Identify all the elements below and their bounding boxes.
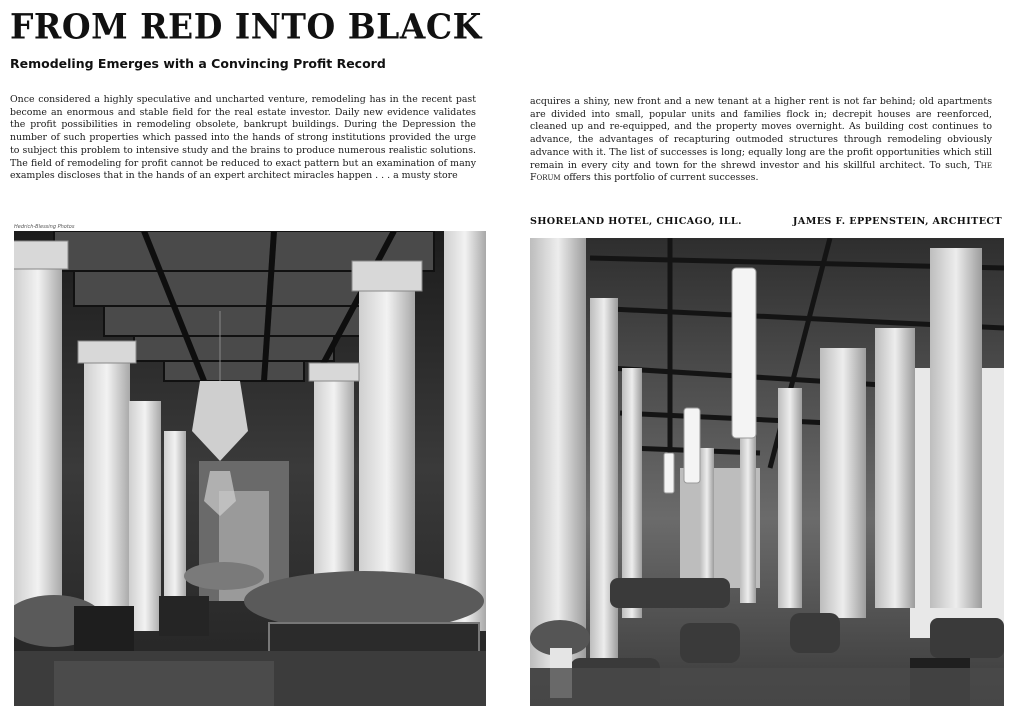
photo-after-lobby xyxy=(530,238,1004,706)
article-body-right xyxy=(530,96,992,185)
photo-before-lobby xyxy=(14,231,486,706)
article-body-left: Once considered a highly speculative and uncharted venture, remodeling has in the recent past become an enormous and stable field for the real estate investor. Daily new evidence validates the profit possibilities in remodeling obsolete, bankrupt buildings. During the Depression the number of such properties which passed into the hands of strong institutions provided the urge to subject this problem to intensive study and the brains to produce numerous realistic solutions. The field of remodeling for profit cannot be reduced to exact pattern but an examination of many examples discloses that in the hands of an expert architect miracles happen . . . a musty store xyxy=(10,94,476,182)
article-body-right-text: acquires a shiny, new front and a new tenant at a higher rent is not far behind; old apartments are divided into small, popular units and families flock in; decrepit houses are reenforced, cleaned up and re-equipped, and the property moves overnight. As building cost continues to advance, the advantages of recapturing outmoded structures through remodeling obviously advance with it. The list of successes is long; equally long are the profit opportunities which still remain in every city and town for the shrewd investor and his skillful architect. To such, xyxy=(530,96,992,171)
right-page xyxy=(528,0,1016,713)
article-headline: FROM RED INTO BLACK xyxy=(10,6,482,47)
photo-credit: Hedrich-Blessing Photos xyxy=(14,224,75,230)
forum-name: The Forum xyxy=(530,159,992,184)
article-subhead: Remodeling Emerges with a Convincing Profit Record xyxy=(10,56,386,71)
left-page xyxy=(0,0,488,713)
caption-building: SHORELAND HOTEL, CHICAGO, ILL. xyxy=(530,216,742,227)
page-gutter xyxy=(488,0,528,713)
caption-architect: JAMES F. EPPENSTEIN, ARCHITECT xyxy=(792,216,1002,227)
article-body-right-end: offers this portfolio of current successes. xyxy=(563,172,759,184)
